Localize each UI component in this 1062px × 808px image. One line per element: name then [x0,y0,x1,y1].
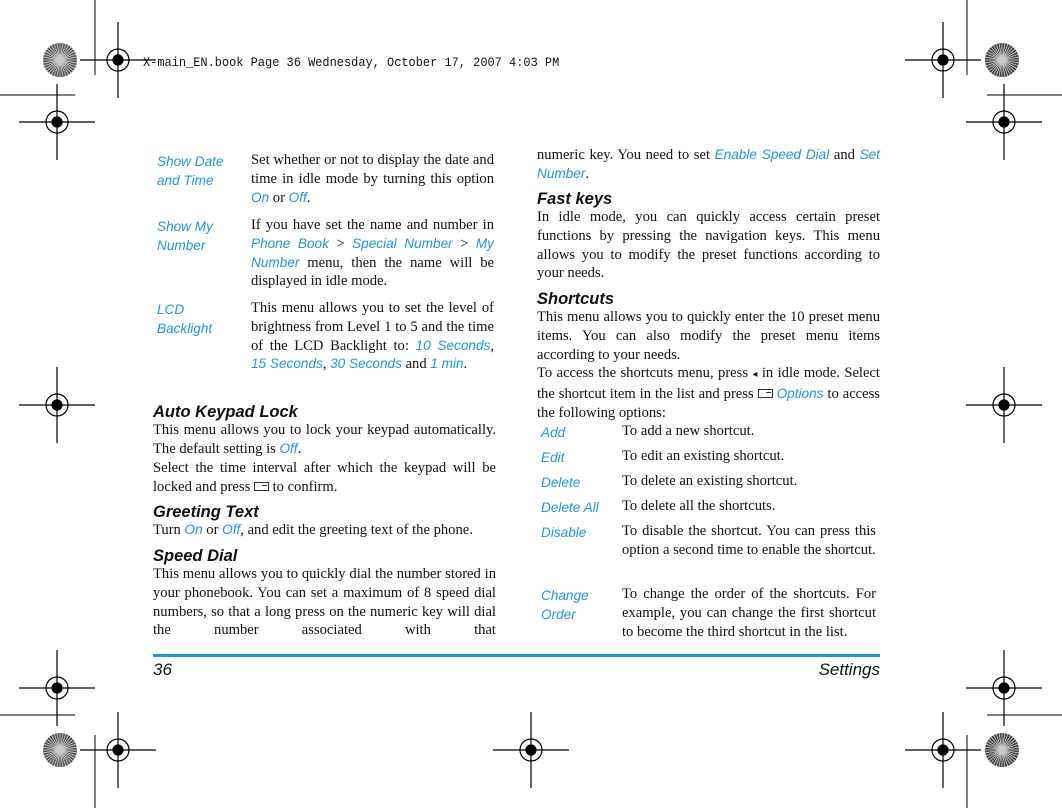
heading-fast-keys: Fast keys [537,190,613,208]
option-desc: To change the order of the shortcuts. For example, you can change the first shortcut to become the third shortcut in the list. [622,586,876,640]
text: to confirm. [268,478,338,495]
text: If you have set the name and number in [251,217,494,233]
link-off: Off [288,189,307,205]
text: To access the shortcuts menu, press [537,365,753,381]
softkey-icon [758,389,773,398]
text: > [328,235,353,252]
link-phone-book: Phone Book [251,235,329,251]
registration-mark [966,367,1042,443]
text: to access the following options: [537,385,880,421]
option-label: Add [541,425,566,440]
speed-dial-text: This menu allows you to quickly dial the number stored in your phonebook. You can set a maximum of 8 speed dial numbers, so that a long press on the numeric key will dial the number associated with that [153,566,496,639]
link-1-min: 1 min [430,356,464,372]
link-my-number: My Number [251,235,494,270]
footer-rule [153,654,880,657]
color-target-mark [43,43,77,77]
setting-label-lcd-backlight: LCD Backlight [157,302,213,336]
option-desc: To edit an existing shortcut. [622,448,785,464]
registration-mark [19,367,95,443]
left-arrow-icon: ◂ [752,369,758,380]
link-off: Off [222,522,241,537]
text: Select the time interval after which the keypad will be locked and press [153,460,496,495]
option-label: Disable [541,525,587,540]
auto-keypad-text-2 [153,459,496,497]
section-name: Settings [818,660,880,679]
registration-mark [905,712,981,788]
option-label: Change Order [541,588,589,622]
link-on: On [184,522,203,537]
softkey-icon [254,482,269,491]
link-special-number: Special Number [352,235,453,251]
setting-label-show-date: Show Date and Time [157,154,224,188]
text: menu, then the name will be displayed in idle mode. [251,254,494,290]
text: > [452,235,476,252]
text: and [401,356,431,373]
text: , [322,356,331,373]
print-header: X-main_EN.book Page 36 Wednesday, October 17, 2007 4:03 PM [143,55,560,70]
option-desc: To add a new shortcut. [622,423,755,439]
link-10-seconds: 10 Seconds [415,337,491,353]
link-on: On [251,189,270,205]
page-number: 36 [153,660,172,679]
registration-mark [493,712,569,788]
text: . [297,440,302,457]
speed-dial-text-cont [537,146,880,184]
link-30-seconds: 30 Seconds [330,356,402,372]
heading-shortcuts: Shortcuts [537,290,615,308]
text: . [585,165,590,182]
heading-greeting-text: Greeting Text [153,503,259,521]
text: . [463,356,468,373]
option-label: Edit [541,450,565,465]
link-options: Options [776,385,824,401]
color-target-mark [985,43,1019,77]
text: This menu allows you to set the level of brightness from Level 1 to 5 and the time of the LCD Backlight to: [251,300,494,354]
text: , [490,337,494,354]
text: , and edit the greeting text of the phone. [240,522,473,538]
option-desc: To delete all the shortcuts. [622,498,776,514]
shortcuts-text: This menu allows you to quickly enter the 10 preset menu items. You can also modify the preset menu items according to your needs. [537,309,880,363]
text: This menu allows you to lock your keypad automatically. The default setting is [153,422,496,457]
color-target-mark [43,733,77,767]
greeting-text [153,521,496,540]
link-set-number: Set Number [537,147,881,181]
heading-speed-dial: Speed Dial [153,547,238,565]
auto-keypad-text [153,421,496,459]
text: or [269,189,289,206]
text: or [202,522,223,538]
setting-desc-show-my-number [251,216,494,291]
option-label: Delete All [541,500,599,515]
text: Set whether or not to display the date and time in idle mode by turning this option [251,152,494,187]
fast-keys-text: In idle mode, you can quickly access certain preset functions by pressing the navigation keys. This menu allows you to modify the preset functions according to your needs. [537,209,880,282]
registration-mark [80,712,156,788]
text: and [829,147,860,163]
text: numeric key. You need to set [537,147,715,163]
text: in idle mode. Select the shortcut item in the list and press [537,365,880,402]
setting-label-show-my-number: Show My Number [157,219,213,253]
link-off: Off [279,440,298,456]
option-desc: To disable the shortcut. You can press this option a second time to enable the shortcut. [622,523,876,558]
setting-desc-lcd-backlight [251,299,494,374]
text: . [306,189,311,206]
registration-mark [905,22,981,98]
setting-desc-show-date [251,151,494,207]
shortcuts-access-text [537,364,880,422]
heading-auto-keypad-lock: Auto Keypad Lock [153,403,298,421]
text: Turn [153,522,185,538]
link-enable-speed-dial: Enable Speed Dial [714,147,830,162]
option-desc: To delete an existing shortcut. [622,473,798,489]
link-15-seconds: 15 Seconds [251,356,323,372]
option-label: Delete [541,475,581,490]
color-target-mark [985,733,1019,767]
